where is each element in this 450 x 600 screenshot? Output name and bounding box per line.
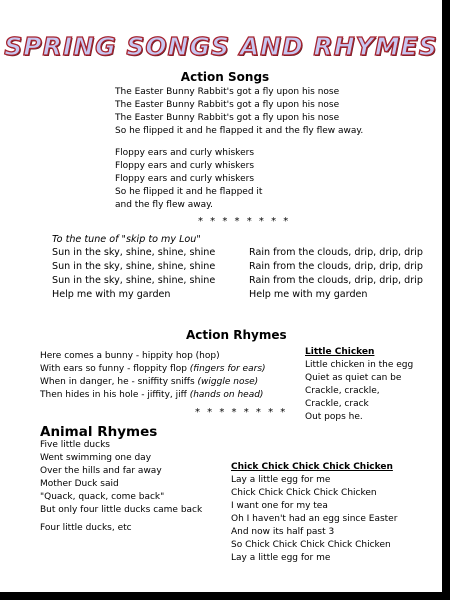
rhyme-line: Chick Chick Chick Chick Chicken bbox=[231, 488, 377, 498]
skip-song-left bbox=[52, 246, 215, 302]
skip-song-right bbox=[249, 246, 423, 302]
rhyme-action: (hands on head) bbox=[189, 390, 264, 400]
rhyme-line: Five little ducks bbox=[40, 440, 110, 450]
verse-line: Floppy ears and curly whiskers bbox=[115, 148, 255, 158]
verse-line: Help me with my garden bbox=[52, 289, 171, 300]
rhyme-line: Mother Duck said bbox=[40, 479, 119, 489]
verse-line: The Easter Bunny Rabbit's got a fly upon his nose bbox=[115, 113, 340, 123]
verse-line: So he flipped it and he flapped it bbox=[115, 187, 263, 197]
rhyme-text: Here comes a bunny - hippity hop bbox=[40, 351, 196, 361]
action-songs-verse-1 bbox=[115, 86, 363, 138]
verse-line: Help me with my garden bbox=[249, 289, 368, 300]
verse-line: and the fly flew away. bbox=[115, 200, 214, 210]
verse-line: Rain from the clouds, drip, drip, drip bbox=[249, 247, 423, 258]
rhyme-line: Crackle, crackle, bbox=[305, 386, 380, 396]
chick-chick-song bbox=[231, 461, 397, 565]
rhyme-line: Lay a little egg for me bbox=[231, 475, 331, 485]
verse-line: Rain from the clouds, drip, drip, drip bbox=[249, 275, 423, 286]
little-chicken bbox=[305, 346, 413, 424]
action-songs-heading: Action Songs bbox=[180, 70, 270, 84]
rhyme-line: So Chick Chick Chick Chick Chicken bbox=[231, 540, 391, 550]
rhyme-action: (wiggle nose) bbox=[197, 377, 259, 387]
rhyme-line: Out pops he. bbox=[305, 412, 363, 422]
rhyme-text: With ears so funny - floppity flop bbox=[40, 364, 190, 374]
rhyme-line: But only four little ducks came back bbox=[40, 505, 203, 515]
verse-line: Floppy ears and curly whiskers bbox=[115, 174, 255, 184]
verse-line: Sun in the sky, shine, shine, shine bbox=[52, 247, 216, 258]
rhyme-text: Then hides in his hole - jiffity, jiff bbox=[40, 390, 190, 400]
skip-song-intro: To the tune of "skip to my Lou" bbox=[52, 234, 201, 245]
verse-line: Sun in the sky, shine, shine, shine bbox=[52, 261, 216, 272]
page-border-right bbox=[442, 0, 450, 600]
action-rhymes-heading: Action Rhymes bbox=[186, 328, 287, 342]
rhyme-line bbox=[40, 376, 266, 389]
verse-line: Sun in the sky, shine, shine, shine bbox=[52, 275, 216, 286]
rhyme-line: Over the hills and far away bbox=[40, 466, 162, 476]
little-chicken-title: Little Chicken bbox=[305, 347, 375, 357]
rhyme-line: And now its half past 3 bbox=[231, 527, 335, 537]
rhyme-line bbox=[40, 389, 266, 402]
rhyme-text: When in danger, he - sniffity sniffs bbox=[40, 377, 198, 387]
action-songs-verse-2 bbox=[115, 147, 262, 212]
rhyme-line: I want one for my tea bbox=[231, 501, 328, 511]
bunny-rhyme bbox=[40, 350, 266, 402]
chick-chick-title: Chick Chick Chick Chick Chicken bbox=[231, 462, 393, 472]
animal-rhymes-heading: Animal Rhymes bbox=[40, 424, 158, 440]
rhyme-line: Went swimming one day bbox=[40, 453, 152, 463]
rhyme-line bbox=[40, 350, 266, 363]
verse-line: Rain from the clouds, drip, drip, drip bbox=[249, 261, 423, 272]
rhyme-line: Crackle, crack bbox=[305, 399, 369, 409]
rhyme-line: "Quack, quack, come back" bbox=[40, 492, 165, 502]
rhyme-action: (fingers for ears) bbox=[189, 364, 266, 374]
verse-line: The Easter Bunny Rabbit's got a fly upon his nose bbox=[115, 100, 340, 110]
rhyme-line: Little chicken in the egg bbox=[305, 360, 414, 370]
verse-line: Floppy ears and curly whiskers bbox=[115, 161, 255, 171]
five-little-ducks bbox=[40, 439, 202, 517]
page-border-bottom bbox=[0, 592, 450, 600]
separator-1: * * * * * * * * bbox=[198, 216, 291, 227]
verse-line: The Easter Bunny Rabbit's got a fly upon his nose bbox=[115, 87, 340, 97]
rhyme-line bbox=[40, 363, 266, 376]
verse-line: So he flipped it and he flapped it and the fly flew away. bbox=[115, 126, 364, 136]
rhyme-line: Lay a little egg for me bbox=[231, 553, 331, 563]
page-title: SPRING SONGS AND RHYMES bbox=[4, 32, 438, 61]
rhyme-line: Quiet as quiet can be bbox=[305, 373, 402, 383]
rhyme-action: (hop) bbox=[195, 351, 220, 361]
ducks-end: Four little ducks, etc bbox=[40, 523, 132, 533]
separator-2: * * * * * * * * bbox=[195, 407, 288, 418]
rhyme-line: Oh I haven't had an egg since Easter bbox=[231, 514, 398, 524]
